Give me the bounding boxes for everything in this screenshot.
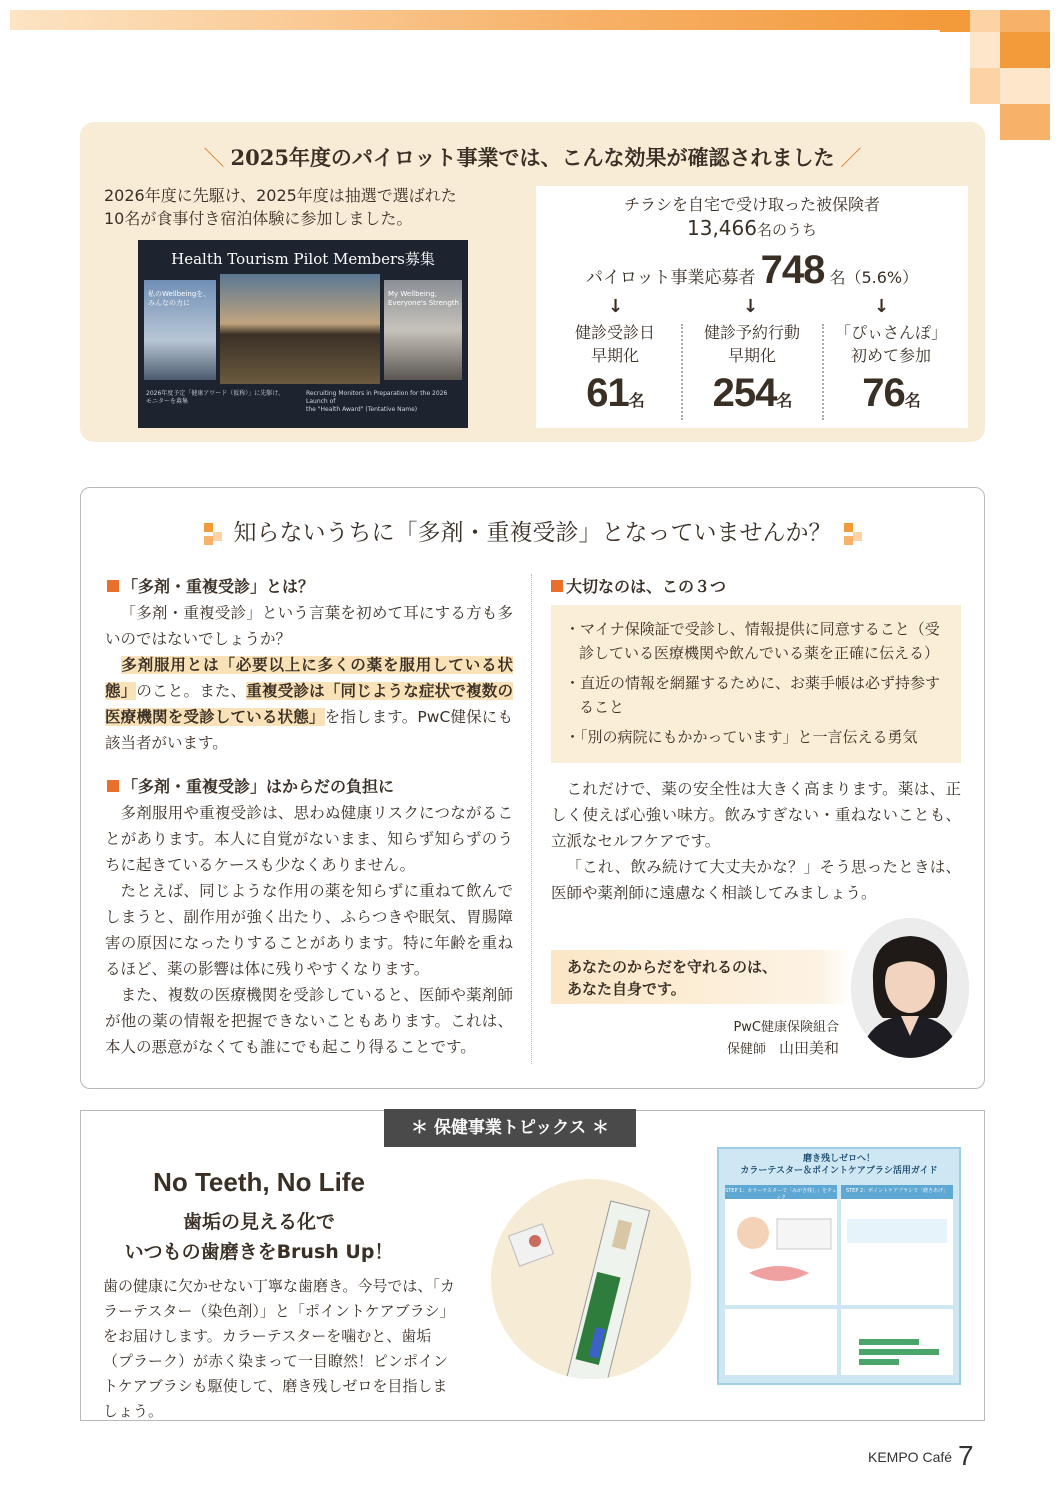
consult-paragraph: 「これ、飲み続けて大丈夫かな？」そう思ったときは、医師や薬剤師に遠慮なく相談してみましょう。 [551, 858, 961, 902]
author-signature: PwC健康保険組合 保健師 山田美和 [726, 1020, 839, 1057]
flyer-title: Health Tourism Pilot Members募集 [171, 250, 435, 268]
stats-recipients: 13,466名のうち [687, 216, 817, 240]
care-guide-leaflet-image [717, 1147, 961, 1385]
pilot-results-panel [80, 122, 985, 442]
stat-item-reservation: 健診予約行動 早期化 254名 [703, 323, 800, 415]
orange-squares-icon [204, 523, 226, 545]
guide-step1: STEP 1：カラーテスターで「みがき残し」をチェック [725, 1188, 837, 1201]
section-heading: 「多剤・重複受診」はからだの負担に [107, 774, 394, 797]
corner-squares-decoration [910, 10, 1050, 140]
recruitment-flyer-image [138, 240, 468, 428]
multiple-clinics-paragraph: また、複数の医療機関を受診していると、医師や薬剤師が他の薬の情報を把握できないこともあります。これは、本人の悪意がなくても誰にでも起こり得ることです。 [105, 986, 513, 1056]
topics-subheading: 歯垢の見える化で いつもの歯磨きをBrush Up！ [124, 1211, 394, 1263]
orange-squares-icon [840, 523, 862, 545]
definition-paragraph: 「多剤・重複受診」という言葉を初めて耳にする方も多いのではないでしょうか？ 多剤服用とは「必要以上に多くの薬を服用している状態」のこと。また、重複受診は「同じような症状で複数の医療機関を受診している状態」を指します。PwC健保にも該当者がいます。 [105, 604, 513, 752]
divider [822, 324, 824, 420]
health-topics-section [80, 1110, 985, 1421]
stats-recipients-label: チラシを自宅で受け取った被保険者 [623, 195, 880, 214]
pilot-title: ＼ 2025年度のパイロット事業では、こんな効果が確認されました ／ [203, 145, 862, 170]
flyer-caption-right: My Wellbeing, Everyone's Strength [388, 290, 459, 307]
page-footer [868, 1440, 974, 1472]
risk-paragraph: 多剤服用や重複受診は、思わぬ健康リスクにつながることがあります。本人に自覚がないまま、知らず知らずのうちに起きているケースも少なくありません。 [105, 804, 513, 874]
guide-step2: STEP 2：ポイントケアブラシで「磨きあげ」 [845, 1188, 949, 1194]
down-arrow-icon: ↓ [608, 296, 624, 317]
key-point: ・マイナ保険証で受診し、情報提供に同意すること（受診している医療機関や飲んでいる薬を正確に伝える） [565, 620, 940, 662]
author-portrait [851, 918, 969, 1058]
article-title: 知らないうちに「多剤・重複受診」となっていませんか？ [81, 514, 984, 547]
topics-tag: ＊ 保健事業トピックス ＊ [384, 1109, 636, 1147]
stat-item-checkup-date: 健診受診日 早期化 61名 [574, 323, 655, 415]
pilot-stats-box [536, 186, 968, 428]
example-paragraph: たとえば、同じような作用の薬を知らずに重ねて飲んでしまうと、副作用が強く出たり、ふらつきや眠気、胃腸障害の原因になったりすることがあります。特に年齢を重ねるほど、薬の影響は体に残りやすくなります。 [105, 882, 513, 978]
stats-applicants: パイロット事業応募者 748 名（5.6%） [585, 248, 919, 292]
flyer-caption-left: 私のWellbeingを、 みんなの力に [148, 290, 211, 307]
down-arrow-icon: ↓ [743, 296, 759, 317]
cabin-photo [220, 274, 380, 384]
section-heading: 大切なのは、この３つ [551, 574, 726, 597]
guide-title: 磨き残しゼロへ！ カラーテスター＆ポイントケアブラシ活用ガイド [740, 1154, 938, 1176]
key-points-box [551, 605, 961, 763]
polypharmacy-article [80, 487, 985, 1089]
flyer-text-left: 2026年度予定「健康アワード（仮称）」に先駆け、 モニターを募集 [146, 390, 285, 405]
topics-body: 歯の健康に欠かせない丁寧な歯磨き。今号では、「カラーテスター（染色剤）」と「ポイントケアブラシ」をお届けします。カラーテスターを噛むと、歯垢（プラーク）が赤く染まって一目瞭然！ピンポイントケアブラシも駆使して、磨き残しゼロを目指しましょう。 [103, 1277, 455, 1420]
pilot-lead: 2026年度に先駆け、2025年度は抽選で選ばれた 10名が食事付き宿泊体験に参加しました。 [104, 186, 457, 228]
stat-item-pii-sanpo: 「ぴぃさんぽ」 初めて参加 76名 [834, 323, 947, 415]
down-arrow-icon: ↓ [874, 296, 890, 317]
key-point: ・直近の情報を網羅するために、お薬手帳は必ず持参すること [565, 674, 941, 716]
magazine-name: KEMPO Café [868, 1449, 953, 1465]
divider [681, 324, 683, 420]
key-message: あなたのからだを守れるのは、 あなた自身です。 [551, 950, 851, 1004]
top-decoration-bar [10, 10, 940, 30]
topics-heading: No Teeth, No Life [153, 1167, 365, 1197]
safety-paragraph: これだけで、薬の安全性は大きく高まります。薬は、正しく使えば心強い味方。飲みすぎない・重ねないことも、立派なセルフケアです。 [551, 780, 961, 850]
page-number: 7 [958, 1440, 974, 1471]
flyer-text-right: Recruiting Monitors in Preparation for the 2026 Launch of the "Health Award" (Tentative Name) [306, 390, 448, 413]
section-heading: 「多剤・重複受診」とは？ [107, 574, 314, 597]
column-divider [531, 574, 532, 1064]
key-point: ・「別の病院にもかかっています」と一言伝える勇気 [565, 728, 918, 746]
toothbrush-product-image [491, 1179, 691, 1379]
